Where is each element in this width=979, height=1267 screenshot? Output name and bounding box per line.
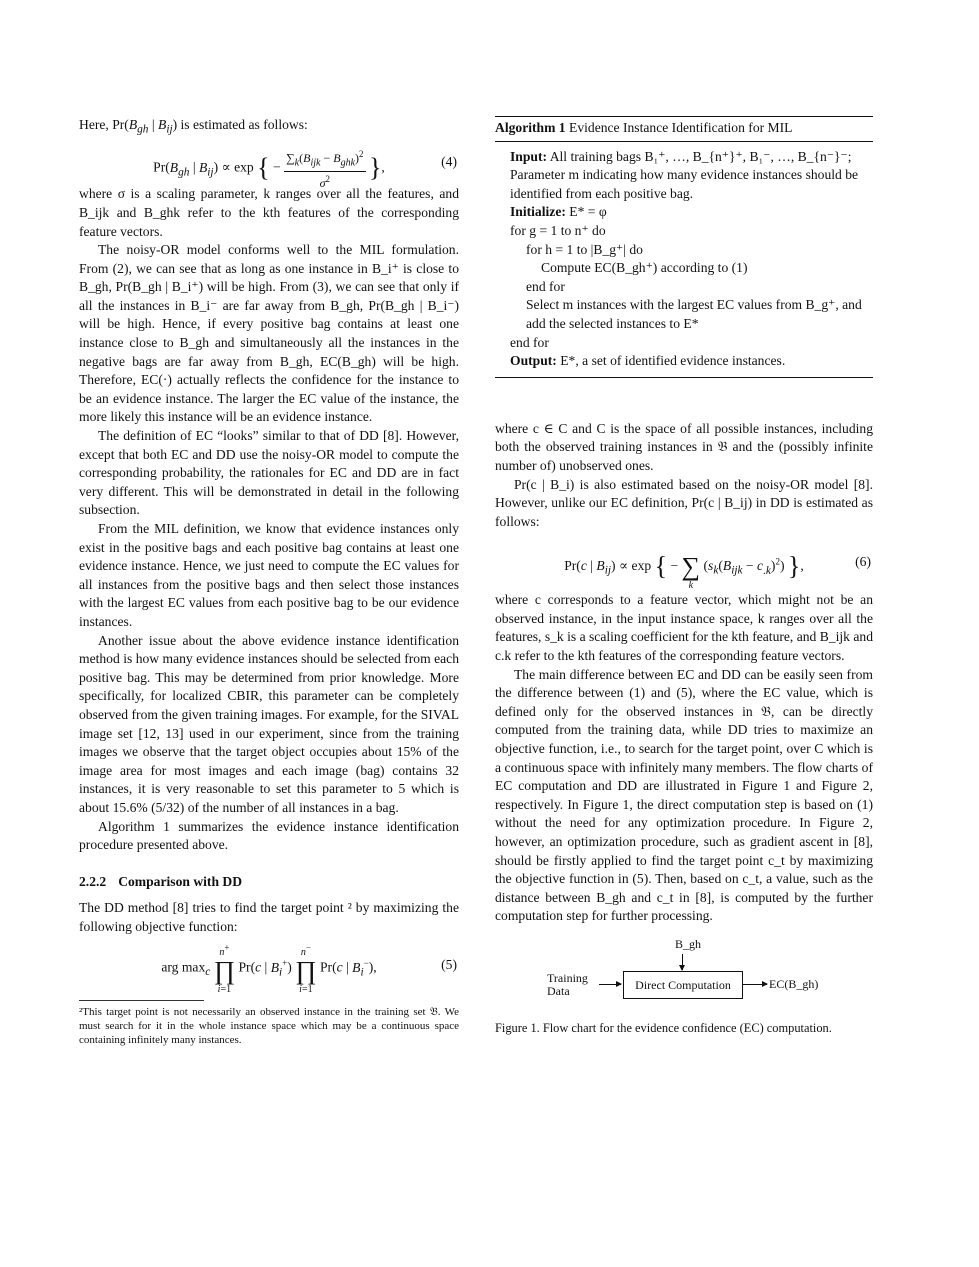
- footnote-rule: [79, 1000, 204, 1001]
- paragraph: Pr(c | B_i) is also estimated based on the noisy-OR model [8]. However, unlike our EC definition, Pr(c | B_ij) in DD is estimated as follows:: [495, 476, 873, 529]
- training-data-label: Training Data: [547, 970, 588, 998]
- algorithm-input: Input: All training bags B₁⁺, …, B_{n⁺}⁺, B₁⁻, …, B_{n⁻}⁻; Parameter m indicating how many evidence instances should be identified from each positive bag.: [510, 148, 859, 201]
- paragraph: where c corresponds to a feature vector, which might not be an observed instance, in the input instance space, k ranges over all the features, s_k is a scaling coefficient for the kth feature, and B_ijk and c.k refer to the kth features of the corresponding feature vectors.: [495, 592, 873, 664]
- direct-computation-box: Direct Computation: [623, 971, 743, 999]
- paragraph: Another issue about the above evidence instance identification method is how many evidence instances should be selected from each positive bag. This may be determined from prior knowledge. More specifically, for localized CBIR, this parameter can be completely observed from the given training images. For example, for the SIVAL image set [12, 13] used in our experiment, since from the training images we observe that the target object occupies about 15% of the image area for most images and each image (bag) contains 32 instances, it is very reasonable to set this parameter to 5 which is about 15.6% (5/32) of the number of all instances in a bag.: [79, 632, 459, 815]
- algorithm-end-for-inner: end for: [526, 278, 565, 294]
- equation-number: (4): [441, 154, 457, 170]
- algorithm-initialize: Initialize: E* = φ: [510, 204, 607, 220]
- intro-text: Here, $Pr(B_{gh}$ | $B_{ij}$) is estimated as follows:: [79, 117, 308, 136]
- right-column: [495, 116, 873, 1037]
- algorithm-for-h: for h = 1 to |B_g⁺| do: [526, 241, 643, 257]
- equation-4: $Pr(B_{gh}$ | $B_{ij}) \propto \exp$ { − $\frac{\sum_k(B_{ijk} - B_{ghk})^2}{\sigma^2}$ }, (4): [153, 149, 457, 190]
- section-number: 2.2.2: [79, 873, 107, 889]
- down-arrow-icon: [682, 954, 683, 970]
- algorithm-compute: Compute EC(B_gh⁺) according to (1): [541, 260, 748, 276]
- paragraph: The noisy-OR model conforms well to the MIL formulation. From (2), we can see that as long as one instance in B_i⁺ is close to B_gh, Pr(B_gh | B_i⁺) will be high. From (3), we can see that only if all the instances in B_i⁻ are far away from B_gh, Pr(B_gh | B_i⁻) will be high. Hence, if every positive bag contains at least one instance close to B_gh and simultaneously all the instances in the negative bags are far away from B_gh, EC(B_gh) will be high. Therefore, EC(·) actually reflects the confidence for the instance to be an evidence instance. The larger the EC value of the instance, the more likely this instance will be an evidence instance.: [79, 242, 459, 425]
- input-label: B_gh: [675, 936, 702, 951]
- footnote: ²This target point is not necessarily an observed instance in the training set 𝔅. We must search for it in the whole instance space which may be a continuous space containing infinitely many instances.: [79, 1006, 459, 1047]
- paragraph: Algorithm 1 summarizes the evidence instance identification procedure presented above.: [79, 818, 459, 853]
- output-label: EC(B_gh): [769, 976, 819, 991]
- algorithm-box: [495, 116, 873, 378]
- algorithm-end-for-outer: end for: [510, 334, 549, 350]
- section-title: Comparison with DD: [118, 873, 243, 889]
- equation-number: (5): [441, 957, 457, 973]
- section-heading: [79, 873, 459, 892]
- algorithm-select: Select m instances with the largest EC values from B_g⁺, and add the selected instances to E*: [526, 297, 862, 331]
- paragraph: From the MIL definition, we know that evidence instances only exist in the positive bags and each positive bag contains at least one evidence instance. Hence, we just need to compute the EC values for all instances from the positive bags and then select those instances with the largest EC values from each positive bag to be our evidence instances.: [79, 521, 459, 629]
- paragraph: The definition of EC “looks” similar to that of DD [8]. However, except that both EC and DD use the noisy-OR model to compute the corresponding probability, the rationales for EC and DD are in fact very different. This will be demonstrated in detail in the following subsection.: [79, 428, 459, 518]
- right-arrow-icon: [743, 984, 767, 985]
- equation-number: (6): [855, 554, 871, 570]
- left-column: [79, 116, 459, 1047]
- right-arrow-icon: [599, 984, 621, 985]
- algorithm-for-g: for g = 1 to n⁺ do: [510, 222, 606, 238]
- paragraph: The main difference between EC and DD can be easily seen from the difference between (1) and (5), where the EC value, which is defined only for the observed instances in 𝔅, can be directly computed from the training data, while DD tries to maximize an objective function, i.e., to search for the target point, over C which is a continuous space with infinitely many members. The flow charts of EC computation and DD are illustrated in Figure 1 and Figure 2, respectively. In Figure 1, the direct computation step is based on (1) without the need for any optimization procedure. In Figure 2, however, an optimization procedure, such as gradient ascent in [8], should be firstly applied to find the target point c_t by maximizing the objective function in (5). Then, based on c_t, a value, such as the distance between B_gh and c_t in [8], is computed by the further computation step for further processing.: [495, 666, 873, 924]
- figure-caption: Figure 1. Flow chart for the evidence confidence (EC) computation.: [495, 1020, 832, 1035]
- equation-5: arg $\max_c n^+$ ∏ i=1 Pr(c | $B_i^+$) n− ∏ i=1 Pr(c | $B_i^-$), (5): [161, 942, 457, 995]
- flow-chart: [495, 936, 873, 1014]
- algorithm-output: Output: E*, a set of identified evidence instances.: [510, 353, 786, 369]
- equation-6: Pr(c | $B_{ij}) \propto \exp$ { − ∑ k $(s_k(B_{ijk} - c_{.k})^2)$ }, (6): [564, 551, 871, 592]
- algorithm-caption: Algorithm 1 Evidence Instance Identification for MIL: [495, 119, 873, 142]
- paragraph: The DD method [8] tries to find the target point ² by maximizing the following objective function:: [79, 900, 459, 934]
- paragraph: where σ is a scaling parameter, k ranges over all the features, and B_ijk and B_ghk refer to the kth features of the corresponding feature vectors.: [79, 186, 459, 239]
- paragraph: where c ∈ C and C is the space of all possible instances, including both the observed training instances in 𝔅 and the (possibly infinite number of) unobserved ones.: [495, 420, 873, 473]
